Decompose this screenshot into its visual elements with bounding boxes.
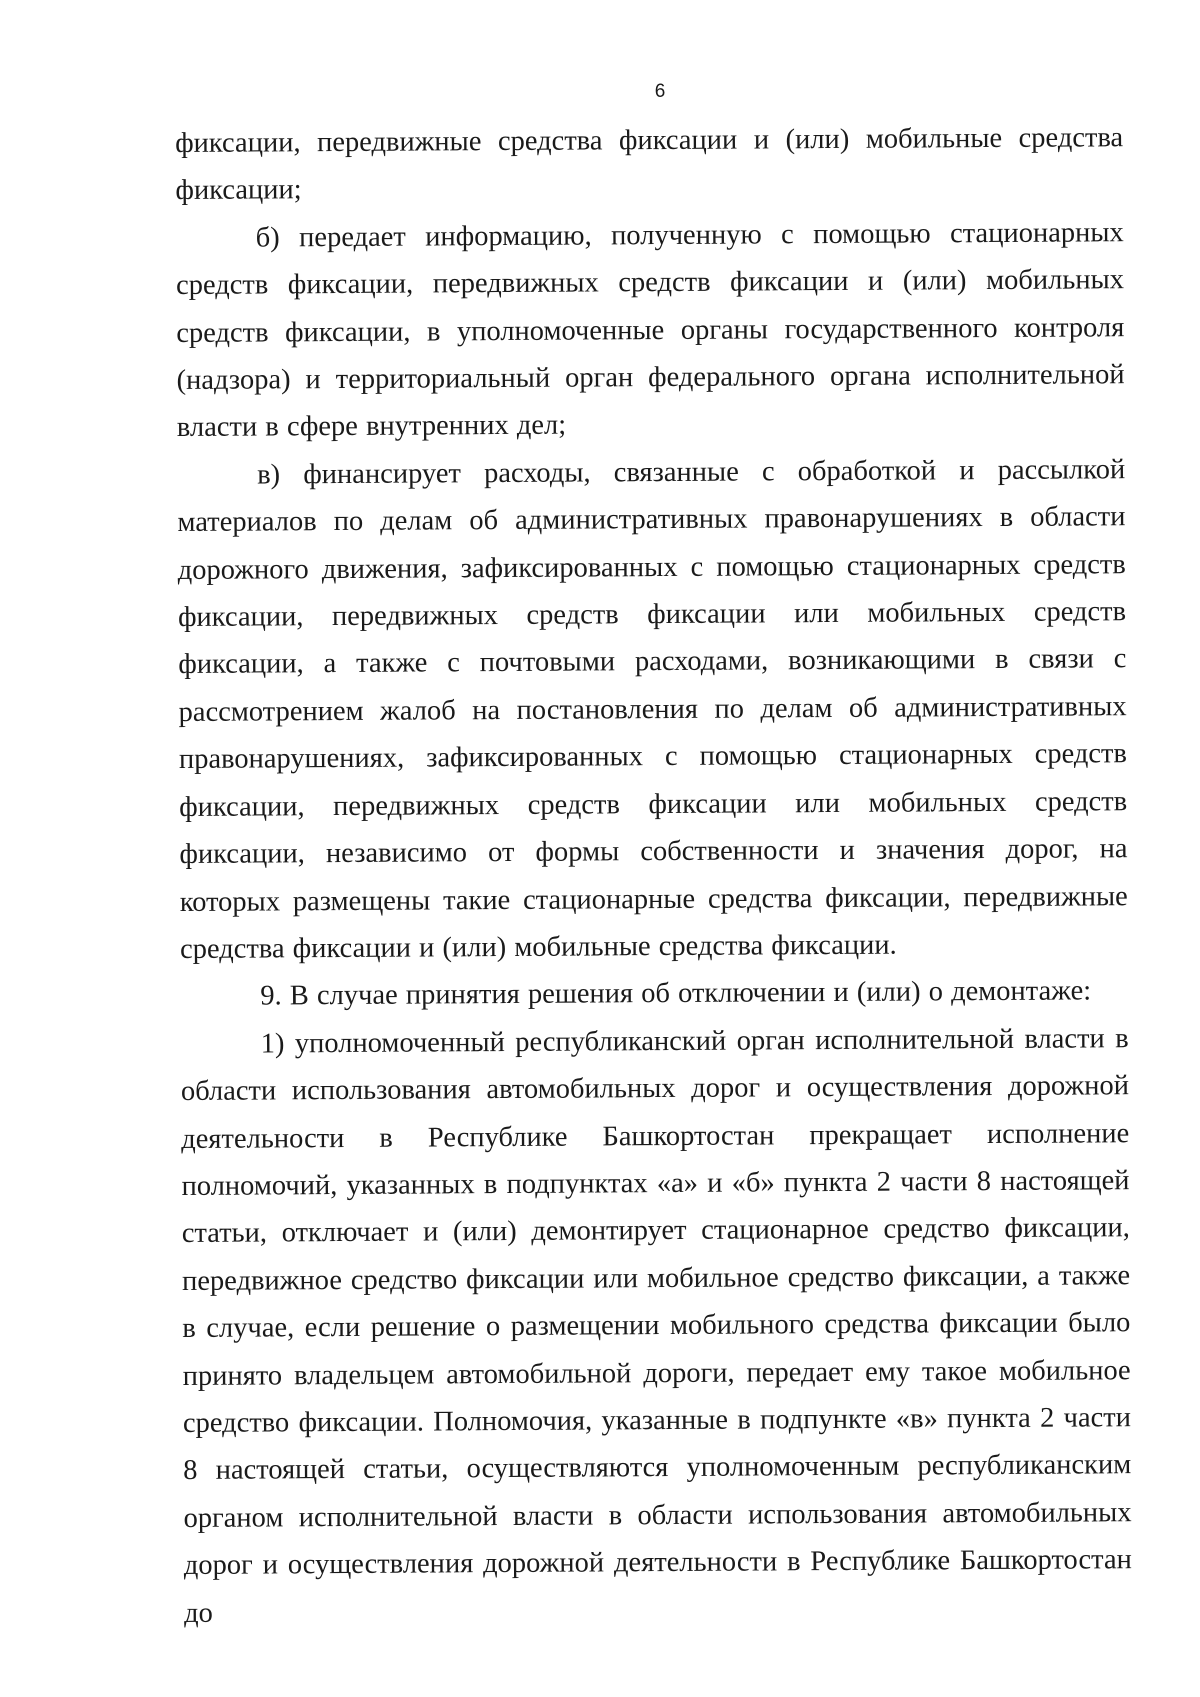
paragraph-item-1: 1) уполномоченный республиканский орган исполнительной власти в области использования автомобильных дорог и осуществления дорожной деятельности в Республике Башкортостан прекращает исполнение полномочий, указанных в подпунктах «а» и «б» пункта 2 части 8 настоящей статьи, отключает и (или) демонтирует стационарное средство фиксации, передвижное средство фиксации или мобильное средство фиксации, а также в случае, если решение о размещении мобильного средства фиксации было принято владельцем автомобильной дороги, передает ему такое мобильное средство фиксации. Полномочия, указанные в подпункте «в» пункта 2 части 8 настоящей статьи, осуществляются уполномоченным республиканским органом исполнительной власти в области использования автомобильных дорог и осуществления дорожной деятельности в Республике Башкортостан до — [180, 1022, 1132, 1629]
paragraph-continuation: фиксации, передвижные средства фиксации и (или) мобильные средства фиксации; — [175, 122, 1124, 207]
paragraph-item-b: б) передает информацию, полученную с помощью стационарных средств фиксации, передвижных средств фиксации и (или) мобильных средств фиксации, в уполномоченные органы государственного контроля (надзора) и территориальный орган федерального органа исполнительной власти в сфере внутренних дел; — [175, 217, 1125, 444]
paragraph-section-9: 9. В случае принятия решения об отключении и (или) о демонтаже: — [260, 975, 1092, 1012]
paragraph-item-v: в) финансирует расходы, связанные с обработкой и рассылкой материалов по делам об административных правонарушениях в области дорожного движения, зафиксированных с помощью стационарных средств фиксации, передвижных средств фиксации или мобильных средств фиксации, а также с почтовыми расходами, возникающими в связи с рассмотрением жалоб на постановления по делам об административных правонарушениях, зафиксированных с помощью стационарных средств фиксации, передвижных средств фиксации или мобильных средств фиксации, независимо от формы собственности и значения дорог, на которых размещены такие стационарные средства фиксации, передвижные средства фиксации и (или) мобильные средства фиксации. — [177, 454, 1128, 965]
page-number: 6 — [654, 81, 666, 102]
document-body — [175, 114, 1132, 1637]
